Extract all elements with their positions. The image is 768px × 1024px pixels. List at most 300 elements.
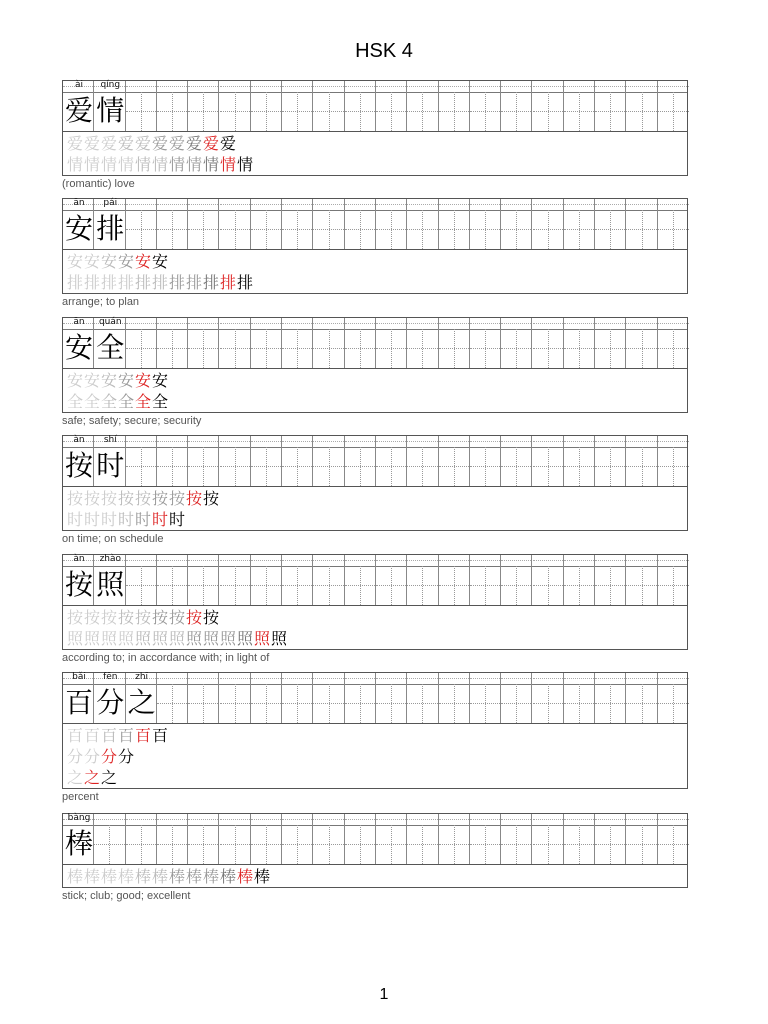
stroke-step: 情	[100, 155, 116, 174]
grid-cell	[126, 318, 157, 368]
grid-cell	[251, 199, 282, 249]
pinyin-label: fēn	[103, 672, 118, 682]
stroke-step: 安	[83, 371, 99, 390]
grid-cell	[470, 814, 501, 864]
grid-cell	[313, 318, 344, 368]
stroke-step: 全	[134, 392, 150, 411]
grid-cell	[345, 555, 376, 605]
grid-cell	[188, 199, 219, 249]
hanzi-character: 排	[96, 212, 125, 245]
hanzi-character: 百	[64, 686, 93, 719]
pinyin-label: ān	[73, 317, 85, 327]
grid-cell	[595, 199, 626, 249]
stroke-step: 全	[66, 392, 82, 411]
grid-cell	[220, 318, 251, 368]
vocab-entry	[62, 435, 688, 545]
grid-cell	[251, 673, 282, 723]
stroke-step: 按	[134, 489, 150, 508]
definition: percent	[62, 791, 99, 803]
grid-cell	[313, 199, 344, 249]
stroke-step: 爱	[100, 134, 116, 153]
stroke-step: 排	[117, 273, 133, 292]
grid-cell	[501, 199, 532, 249]
definition: according to; in accordance with; in light of	[62, 652, 270, 664]
pinyin-label: zhào	[99, 554, 122, 564]
definition: arrange; to plan	[62, 296, 140, 308]
stroke-step: 排	[185, 273, 201, 292]
grid-cell	[157, 199, 188, 249]
stroke-step: 情	[202, 155, 218, 174]
stroke-step: 时	[66, 510, 82, 529]
grid-cell	[313, 436, 344, 486]
grid-cell	[313, 673, 344, 723]
grid-cell	[564, 436, 595, 486]
definition: stick; club; good; excellent	[62, 890, 191, 902]
grid-cell	[439, 199, 470, 249]
stroke-step: 安	[66, 252, 82, 271]
stroke-step: 时	[83, 510, 99, 529]
grid-cell	[282, 81, 313, 131]
stroke-step: 安	[134, 252, 150, 271]
practice-box	[62, 198, 688, 294]
hanzi-character: 照	[96, 568, 125, 601]
stroke-step: 爱	[185, 134, 201, 153]
stroke-order-line	[66, 133, 684, 154]
stroke-step: 百	[100, 726, 116, 745]
grid-cell	[626, 199, 657, 249]
stroke-order	[63, 865, 687, 887]
stroke-order-line	[66, 628, 684, 649]
stroke-step: 棒	[219, 867, 235, 886]
grid-cell	[345, 318, 376, 368]
stroke-step: 百	[151, 726, 167, 745]
pinyin-label: bǎi	[72, 672, 86, 682]
stroke-step: 照	[83, 629, 99, 648]
grid-cell	[282, 199, 313, 249]
grid-cell	[658, 555, 689, 605]
grid-cell	[595, 81, 626, 131]
stroke-step: 棒	[253, 867, 269, 886]
stroke-step: 时	[134, 510, 150, 529]
practice-box	[62, 435, 688, 531]
grid-cell	[220, 814, 251, 864]
stroke-step: 爱	[168, 134, 184, 153]
stroke-step: 安	[134, 371, 150, 390]
stroke-step: 情	[185, 155, 201, 174]
writing-grid	[63, 673, 687, 724]
grid-cell	[220, 436, 251, 486]
grid-cell	[564, 555, 595, 605]
stroke-order-line	[66, 767, 684, 788]
grid-cell	[251, 814, 282, 864]
stroke-step: 棒	[236, 867, 252, 886]
stroke-step: 按	[66, 608, 82, 627]
stroke-step: 分	[100, 747, 116, 766]
vocab-entry	[62, 80, 688, 190]
grid-cell	[282, 814, 313, 864]
grid-cell	[470, 81, 501, 131]
stroke-step: 分	[66, 747, 82, 766]
grid-cell	[595, 814, 626, 864]
stroke-step: 棒	[117, 867, 133, 886]
pinyin-label: ài	[74, 80, 83, 90]
hanzi-character: 安	[64, 331, 93, 364]
stroke-step: 按	[83, 489, 99, 508]
grid-cell	[251, 318, 282, 368]
stroke-step: 照	[185, 629, 201, 648]
grid-cell	[533, 199, 564, 249]
hanzi-character: 时	[96, 449, 125, 482]
definition: (romantic) love	[62, 178, 135, 190]
stroke-step: 照	[168, 629, 184, 648]
stroke-step: 照	[219, 629, 235, 648]
stroke-order-line	[66, 272, 684, 293]
grid-cell	[188, 673, 219, 723]
stroke-order	[63, 724, 687, 788]
pinyin-label: àn	[73, 435, 85, 445]
stroke-step: 爱	[219, 134, 235, 153]
grid-cell	[470, 673, 501, 723]
stroke-step: 按	[185, 489, 201, 508]
stroke-step: 时	[151, 510, 167, 529]
grid-cell	[313, 814, 344, 864]
practice-box	[62, 80, 688, 176]
stroke-step: 百	[117, 726, 133, 745]
pinyin-label: quán	[98, 317, 122, 327]
hanzi-character: 全	[96, 331, 125, 364]
vocab-entry	[62, 198, 688, 308]
grid-cell	[126, 814, 157, 864]
definition: on time; on schedule	[62, 533, 164, 545]
stroke-order	[63, 132, 687, 175]
grid-cell	[658, 318, 689, 368]
stroke-step: 情	[134, 155, 150, 174]
stroke-step: 照	[151, 629, 167, 648]
grid-cell	[533, 673, 564, 723]
stroke-step: 之	[66, 768, 82, 787]
grid-cell	[188, 436, 219, 486]
stroke-step: 安	[66, 371, 82, 390]
stroke-step: 按	[117, 489, 133, 508]
pinyin-label: shí	[103, 435, 117, 445]
hanzi-character: 情	[96, 94, 125, 127]
stroke-step: 安	[100, 252, 116, 271]
stroke-step: 按	[100, 489, 116, 508]
grid-cell	[157, 814, 188, 864]
vocab-entry	[62, 554, 688, 664]
grid-cell	[345, 814, 376, 864]
stroke-order-line	[66, 746, 684, 767]
grid-cell	[126, 436, 157, 486]
grid-cell	[376, 81, 407, 131]
stroke-step: 百	[66, 726, 82, 745]
grid-cell	[626, 814, 657, 864]
pinyin-label: ān	[73, 198, 85, 208]
grid-cell	[220, 673, 251, 723]
grid-cell	[157, 436, 188, 486]
grid-cell	[220, 81, 251, 131]
practice-box	[62, 672, 688, 789]
stroke-step: 时	[100, 510, 116, 529]
grid-cell	[126, 81, 157, 131]
writing-grid	[63, 199, 687, 250]
hanzi-character: 按	[64, 449, 93, 482]
grid-cell	[501, 555, 532, 605]
stroke-step: 之	[100, 768, 116, 787]
stroke-step: 照	[270, 629, 286, 648]
hanzi-character: 之	[127, 686, 156, 719]
stroke-step: 棒	[185, 867, 201, 886]
stroke-step: 按	[151, 489, 167, 508]
stroke-step: 安	[117, 371, 133, 390]
stroke-step: 按	[66, 489, 82, 508]
stroke-step: 时	[117, 510, 133, 529]
stroke-step: 情	[151, 155, 167, 174]
stroke-step: 爱	[134, 134, 150, 153]
stroke-order-line	[66, 391, 684, 412]
stroke-step: 爱	[83, 134, 99, 153]
stroke-step: 排	[134, 273, 150, 292]
stroke-order-line	[66, 251, 684, 272]
grid-cell	[439, 814, 470, 864]
grid-cell	[313, 555, 344, 605]
grid-cell	[282, 436, 313, 486]
hanzi-character: 棒	[64, 827, 93, 860]
grid-cell	[157, 81, 188, 131]
hanzi-character: 安	[64, 212, 93, 245]
grid-cell	[470, 318, 501, 368]
stroke-step: 全	[117, 392, 133, 411]
stroke-step: 安	[151, 252, 167, 271]
pinyin-label: qíng	[100, 80, 121, 90]
grid-cell	[658, 673, 689, 723]
stroke-step: 排	[151, 273, 167, 292]
stroke-step: 情	[219, 155, 235, 174]
grid-cell	[251, 555, 282, 605]
grid-cell	[126, 199, 157, 249]
practice-box	[62, 813, 688, 888]
grid-cell	[376, 199, 407, 249]
stroke-step: 排	[219, 273, 235, 292]
stroke-step: 安	[117, 252, 133, 271]
grid-cell	[533, 814, 564, 864]
grid-cell	[282, 555, 313, 605]
stroke-step: 安	[100, 371, 116, 390]
grid-cell	[376, 318, 407, 368]
grid-cell	[439, 81, 470, 131]
stroke-step: 情	[117, 155, 133, 174]
grid-cell	[188, 814, 219, 864]
grid-cell	[595, 436, 626, 486]
grid-cell	[439, 555, 470, 605]
practice-box	[62, 554, 688, 650]
writing-grid	[63, 81, 687, 132]
grid-cell	[595, 318, 626, 368]
stroke-step: 分	[83, 747, 99, 766]
grid-cell	[376, 673, 407, 723]
stroke-step: 照	[236, 629, 252, 648]
grid-cell	[407, 555, 438, 605]
stroke-step: 按	[117, 608, 133, 627]
grid-cell	[376, 436, 407, 486]
grid-cell	[345, 81, 376, 131]
grid-cell	[439, 318, 470, 368]
vocab-entry	[62, 672, 688, 803]
hanzi-character: 爱	[64, 94, 93, 127]
grid-cell	[313, 81, 344, 131]
stroke-step: 照	[202, 629, 218, 648]
grid-cell	[157, 555, 188, 605]
stroke-step: 棒	[66, 867, 82, 886]
writing-grid	[63, 318, 687, 369]
grid-cell	[658, 81, 689, 131]
writing-grid	[63, 555, 687, 606]
stroke-step: 按	[100, 608, 116, 627]
stroke-order-line	[66, 488, 684, 509]
grid-cell	[564, 199, 595, 249]
pinyin-label: bàng	[67, 813, 91, 823]
stroke-step: 情	[236, 155, 252, 174]
pinyin-label: zhī	[135, 672, 149, 682]
grid-cell	[626, 673, 657, 723]
grid-cell	[157, 673, 188, 723]
grid-cell	[501, 814, 532, 864]
stroke-step: 照	[253, 629, 269, 648]
stroke-order-line	[66, 370, 684, 391]
stroke-step: 情	[168, 155, 184, 174]
stroke-step: 百	[134, 726, 150, 745]
grid-cell	[533, 318, 564, 368]
stroke-step: 按	[185, 608, 201, 627]
grid-cell	[564, 673, 595, 723]
grid-cell	[345, 199, 376, 249]
stroke-step: 安	[83, 252, 99, 271]
stroke-step: 排	[168, 273, 184, 292]
stroke-order	[63, 606, 687, 649]
stroke-order	[63, 487, 687, 530]
grid-cell	[626, 81, 657, 131]
hanzi-character: 分	[96, 686, 125, 719]
grid-cell	[407, 814, 438, 864]
stroke-step: 时	[168, 510, 184, 529]
stroke-step: 按	[202, 608, 218, 627]
grid-cell	[345, 673, 376, 723]
stroke-step: 排	[100, 273, 116, 292]
grid-cell	[407, 199, 438, 249]
grid-cell	[658, 814, 689, 864]
stroke-step: 分	[117, 747, 133, 766]
stroke-step: 棒	[134, 867, 150, 886]
grid-cell	[439, 436, 470, 486]
stroke-order-line	[66, 154, 684, 175]
grid-cell	[407, 436, 438, 486]
grid-cell	[220, 555, 251, 605]
stroke-step: 照	[100, 629, 116, 648]
grid-cell	[220, 199, 251, 249]
grid-cell	[470, 555, 501, 605]
stroke-step: 爱	[66, 134, 82, 153]
grid-cell	[658, 436, 689, 486]
grid-cell	[564, 318, 595, 368]
grid-cell	[501, 318, 532, 368]
grid-cell	[501, 436, 532, 486]
grid-cell	[564, 814, 595, 864]
grid-cell	[188, 318, 219, 368]
grid-cell	[533, 555, 564, 605]
grid-cell	[376, 555, 407, 605]
grid-cell	[282, 318, 313, 368]
stroke-order-line	[66, 509, 684, 530]
stroke-step: 百	[83, 726, 99, 745]
stroke-step: 棒	[151, 867, 167, 886]
grid-cell	[407, 673, 438, 723]
hanzi-character: 按	[64, 568, 93, 601]
writing-grid	[63, 814, 687, 865]
stroke-step: 全	[83, 392, 99, 411]
grid-cell	[345, 436, 376, 486]
grid-cell	[126, 555, 157, 605]
grid-cell	[595, 555, 626, 605]
grid-cell	[439, 673, 470, 723]
stroke-step: 爱	[202, 134, 218, 153]
stroke-step: 排	[202, 273, 218, 292]
grid-cell	[407, 81, 438, 131]
page-title: HSK 4	[355, 40, 413, 62]
stroke-step: 按	[168, 608, 184, 627]
grid-cell	[533, 436, 564, 486]
grid-cell	[251, 81, 282, 131]
stroke-step: 按	[168, 489, 184, 508]
grid-cell	[188, 555, 219, 605]
grid-cell	[501, 81, 532, 131]
stroke-step: 按	[134, 608, 150, 627]
pinyin-label: pái	[103, 198, 118, 208]
stroke-step: 爱	[151, 134, 167, 153]
grid-cell	[282, 673, 313, 723]
grid-cell	[407, 318, 438, 368]
stroke-step: 按	[83, 608, 99, 627]
stroke-step: 棒	[100, 867, 116, 886]
stroke-step: 棒	[168, 867, 184, 886]
stroke-step: 棒	[202, 867, 218, 886]
grid-cell	[157, 318, 188, 368]
writing-grid	[63, 436, 687, 487]
stroke-order-line	[66, 607, 684, 628]
grid-cell	[501, 673, 532, 723]
grid-cell	[564, 81, 595, 131]
stroke-step: 全	[151, 392, 167, 411]
definition: safe; safety; secure; security	[62, 415, 202, 427]
stroke-step: 按	[151, 608, 167, 627]
grid-cell	[533, 81, 564, 131]
stroke-order-line	[66, 725, 684, 746]
stroke-step: 爱	[117, 134, 133, 153]
stroke-order-line	[66, 866, 684, 887]
grid-cell	[251, 436, 282, 486]
stroke-step: 情	[66, 155, 82, 174]
stroke-step: 全	[100, 392, 116, 411]
grid-cell	[470, 436, 501, 486]
grid-cell	[94, 814, 125, 864]
grid-cell	[626, 436, 657, 486]
stroke-step: 照	[134, 629, 150, 648]
stroke-step: 情	[83, 155, 99, 174]
stroke-step: 之	[83, 768, 99, 787]
grid-cell	[188, 81, 219, 131]
stroke-step: 棒	[83, 867, 99, 886]
grid-cell	[626, 318, 657, 368]
stroke-step: 排	[83, 273, 99, 292]
